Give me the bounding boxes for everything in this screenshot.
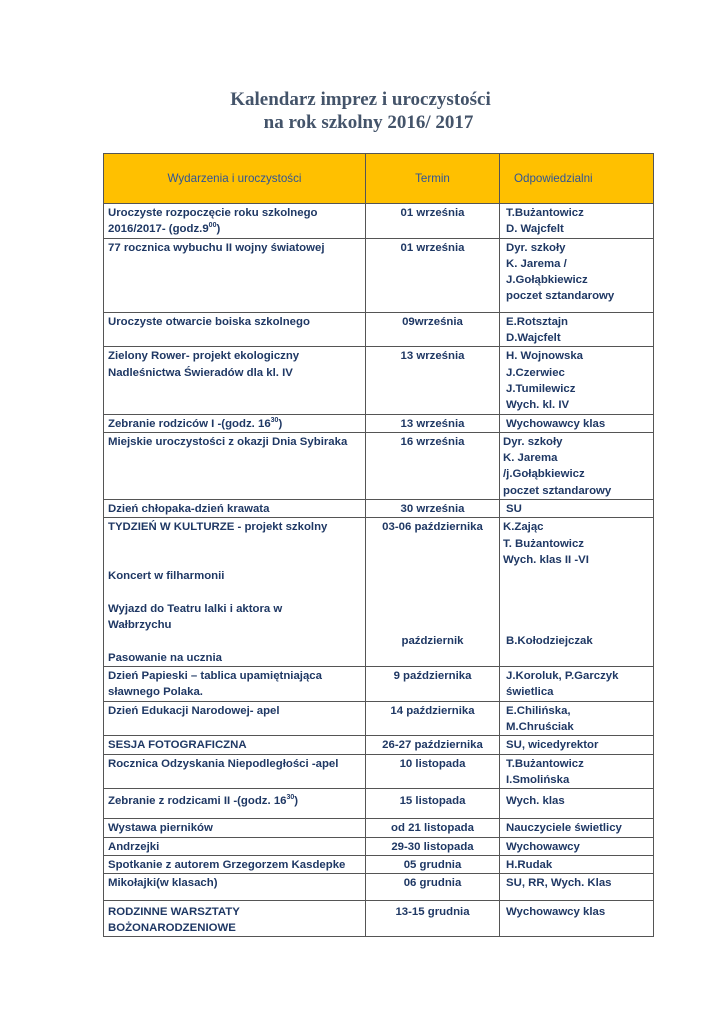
date-text: 03-06 października — [382, 521, 483, 534]
event-text: Uroczyste rozpoczęcie roku szkolnego — [108, 207, 318, 219]
event-cell — [104, 754, 366, 789]
event-cell — [104, 667, 366, 702]
table-row — [104, 238, 654, 312]
event-text: TYDZIEŃ W KULTURZE - projekt szkolny — [108, 521, 328, 534]
responsible-cell — [500, 837, 654, 855]
event-cell — [104, 432, 366, 499]
event-cell — [104, 900, 366, 937]
event-text: BOŻONARODZENIOWE — [108, 921, 236, 934]
table-row — [104, 432, 654, 499]
event-text: Rocznica Odzyskania Niepodległości -apel — [108, 757, 339, 770]
date-cell: 05 grudnia — [366, 855, 500, 873]
table-row — [104, 754, 654, 789]
responsible-text: SU — [506, 503, 522, 516]
time-superscript: 00 — [208, 222, 217, 230]
date-cell: od 21 listopada — [366, 819, 500, 837]
event-text: sławnego Polaka. — [108, 686, 203, 699]
event-text: 77 rocznica wybuchu II wojny światowej — [108, 241, 325, 254]
table-row — [104, 789, 654, 819]
responsible-text: E.Chilińska, — [506, 704, 571, 717]
time-superscript: 30 — [270, 416, 279, 424]
responsible-cell — [500, 414, 654, 432]
header-events: Wydarzenia i uroczystości — [104, 154, 366, 204]
responsible-text: H.Rudak — [506, 858, 553, 871]
event-text: Wałbrzychu — [108, 619, 172, 632]
event-text: Dzień Edukacji Narodowej- apel — [108, 704, 280, 717]
event-cell — [104, 874, 366, 900]
responsible-cell — [500, 204, 654, 239]
responsible-text: K.Zając — [503, 521, 544, 534]
responsible-cell — [500, 900, 654, 937]
date-cell: 16 września — [366, 432, 500, 499]
responsible-cell — [500, 736, 654, 754]
table-row — [104, 347, 654, 414]
responsible-text: świetlica — [506, 686, 554, 699]
event-text: RODZINNE WARSZTATY — [108, 905, 240, 918]
table-row — [104, 312, 654, 347]
event-text: Zebranie rodziców I -(godz. 16 — [108, 417, 271, 430]
date-cell: 15 listopada — [366, 789, 500, 819]
date-cell: 09września — [366, 312, 500, 347]
table-row — [104, 855, 654, 873]
date-cell: 13-15 grudnia — [366, 900, 500, 937]
responsible-cell — [500, 819, 654, 837]
event-text: Zebranie z rodzicami II -(godz. 16 — [108, 795, 287, 808]
responsible-text: Wych. kl. IV — [506, 399, 570, 412]
responsible-cell — [500, 667, 654, 702]
event-text: Mikołajki(w klasach) — [108, 877, 218, 890]
responsible-text: J.Gołąbkiewicz — [506, 274, 588, 287]
event-cell — [104, 518, 366, 667]
events-table — [103, 153, 654, 937]
event-cell — [104, 414, 366, 432]
document-subtitle: na rok szkolny 2016/ 2017 — [263, 112, 474, 133]
table-row — [104, 414, 654, 432]
table-row — [104, 500, 654, 518]
date-cell: 29-30 listopada — [366, 837, 500, 855]
event-text: Nadleśnictwa Świeradów dla kl. IV — [108, 366, 293, 379]
responsible-text: Wych. klas II -VI — [503, 553, 589, 566]
responsible-text: T.Bużantowicz — [506, 207, 584, 219]
responsible-text: K. Jarema / — [506, 257, 567, 270]
responsible-text: I.Smolińska — [506, 773, 570, 786]
event-cell — [104, 701, 366, 736]
responsible-text: Wychowawcy — [506, 840, 580, 853]
responsible-text: D. Wajcfelt — [506, 223, 564, 236]
time-superscript: 30 — [286, 794, 295, 802]
event-cell — [104, 238, 366, 312]
event-text: Zielony Rower- projekt ekologiczny — [108, 350, 300, 363]
table-row — [104, 874, 654, 900]
responsible-text: Wychowawcy klas — [506, 905, 606, 918]
event-text: Uroczyste otwarcie boiska szkolnego — [108, 315, 310, 328]
event-text: 2016/2017- (godz.9 — [108, 223, 209, 236]
responsible-cell — [500, 312, 654, 347]
table-row — [104, 518, 654, 667]
event-cell — [104, 204, 366, 239]
responsible-text: D.Wajcfelt — [506, 332, 561, 345]
table-row — [104, 736, 654, 754]
responsible-text: SU, RR, Wych. Klas — [506, 877, 612, 890]
responsible-cell — [500, 754, 654, 789]
responsible-cell — [500, 500, 654, 518]
date-cell: 13 września — [366, 414, 500, 432]
table-row — [104, 204, 654, 239]
responsible-text: Nauczyciele świetlicy — [506, 822, 622, 835]
responsible-cell — [500, 855, 654, 873]
date-cell: 01 września — [366, 238, 500, 312]
date-cell: 06 grudnia — [366, 874, 500, 900]
date-cell: 14 października — [366, 701, 500, 736]
responsible-text: E.Rotsztajn — [506, 315, 569, 328]
date-cell: 30 września — [366, 500, 500, 518]
responsible-text: J.Tumilewicz — [506, 382, 576, 395]
responsible-text: poczet sztandarowy — [503, 484, 612, 497]
responsible-text: SU, wicedyrektor — [506, 739, 599, 752]
event-text: Dzień chłopaka-dzień krawata — [108, 503, 270, 516]
table-header-row — [104, 154, 654, 204]
event-cell — [104, 312, 366, 347]
header-date: Termin — [366, 154, 500, 204]
responsible-cell — [500, 347, 654, 414]
event-cell — [104, 837, 366, 855]
responsible-text: T. Bużantowicz — [503, 537, 585, 550]
responsible-text: T.Bużantowicz — [506, 757, 584, 770]
date-cell: 10 listopada — [366, 754, 500, 789]
responsible-text: J.Koroluk, P.Garczyk — [506, 670, 619, 683]
table-row — [104, 667, 654, 702]
table-row — [104, 900, 654, 937]
responsible-text: K. Jarema — [503, 452, 558, 465]
responsible-text: Wychowawcy klas — [506, 417, 606, 430]
table-row — [104, 701, 654, 736]
event-text: Andrzejki — [108, 840, 160, 853]
event-text: Dzień Papieski – tablica upamiętniająca — [108, 670, 322, 683]
event-cell — [104, 789, 366, 819]
responsible-cell — [500, 789, 654, 819]
event-cell — [104, 736, 366, 754]
responsible-cell — [500, 432, 654, 499]
event-cell — [104, 347, 366, 414]
responsible-text: M.Chruściak — [506, 720, 574, 733]
event-text: Spotkanie z autorem Grzegorzem Kasdepke — [108, 858, 346, 871]
header-responsible: Odpowiedzialni — [500, 154, 654, 204]
responsible-text: H. Wojnowska — [506, 350, 584, 363]
event-cell — [104, 855, 366, 873]
event-text: ) — [278, 417, 283, 430]
date-cell: 9 października — [366, 667, 500, 702]
responsible-text: Wych. klas — [506, 795, 565, 808]
responsible-cell — [500, 874, 654, 900]
document-title: Kalendarz imprez i uroczystości — [230, 89, 491, 110]
responsible-cell — [500, 238, 654, 312]
event-cell — [104, 819, 366, 837]
event-text: Miejskie uroczystości z okazji Dnia Sybiraka — [108, 435, 348, 448]
event-text: Wyjazd do Teatru lalki i aktora w — [108, 602, 283, 615]
date-cell: 26-27 października — [366, 736, 500, 754]
responsible-text: /j.Gołąbkiewicz — [503, 468, 585, 481]
responsible-text: Dyr. szkoły — [506, 241, 566, 254]
responsible-cell — [500, 518, 654, 667]
date-cell: 01 września — [366, 204, 500, 239]
event-text: Wystawa pierników — [108, 822, 213, 835]
event-text: SESJA FOTOGRAFICZNA — [108, 739, 247, 752]
date-cell: 13 września — [366, 347, 500, 414]
event-text: Koncert w filharmonii — [108, 570, 225, 583]
date-text: październik — [401, 635, 464, 648]
date-cell — [366, 518, 500, 667]
responsible-text: B.Kołodziejczak — [506, 635, 593, 648]
event-text: ) — [294, 795, 299, 808]
event-cell — [104, 500, 366, 518]
responsible-text: J.Czerwiec — [506, 366, 565, 379]
event-text: ) — [216, 223, 221, 236]
table-row — [104, 837, 654, 855]
event-text: Pasowanie na ucznia — [108, 651, 222, 664]
table-row — [104, 819, 654, 837]
responsible-text: poczet sztandarowy — [506, 290, 615, 303]
responsible-cell — [500, 701, 654, 736]
responsible-text: Dyr. szkoły — [503, 435, 563, 448]
